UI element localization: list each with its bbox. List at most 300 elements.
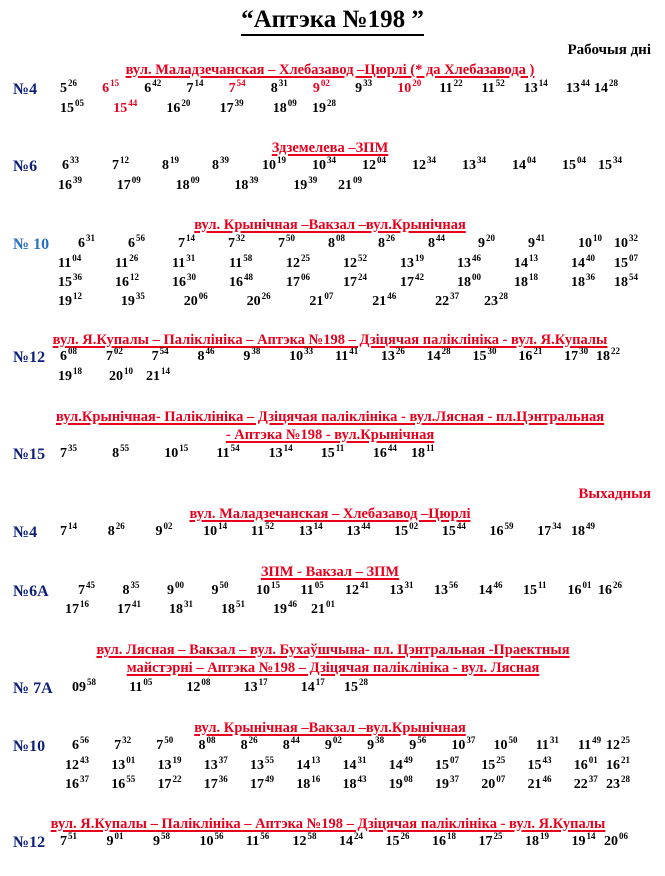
departure-time	[115, 272, 139, 291]
time-hour: 18	[571, 524, 585, 539]
time-hour: 12	[65, 758, 79, 773]
time-minute: 44	[128, 98, 138, 108]
departure-time	[296, 774, 321, 793]
time-hour: 16	[598, 583, 612, 598]
departure-time	[472, 346, 497, 365]
departure-time	[385, 831, 410, 850]
time-hour: 11	[481, 81, 495, 96]
time-minute: 28	[609, 78, 618, 88]
departure-time	[112, 443, 130, 462]
time-hour: 12	[286, 256, 300, 271]
time-minute: 11	[426, 443, 435, 453]
departure-time	[272, 98, 297, 117]
time-hour: 21	[372, 294, 387, 309]
route-line: - Аптэка №198 - вул.Крынічная	[225, 427, 435, 443]
time-minute: 37	[218, 755, 228, 765]
time-minute: 46	[387, 291, 397, 301]
time-minute: 34	[613, 155, 622, 165]
time-hour: 9	[355, 81, 363, 96]
departure-time	[278, 233, 295, 252]
time-minute: 16	[311, 774, 321, 784]
time-minute: 41	[132, 599, 141, 609]
departure-time	[426, 346, 451, 365]
departure-time	[60, 831, 77, 850]
time-hour: 17	[537, 524, 552, 539]
time-minute: 26	[395, 346, 405, 356]
departure-time	[328, 233, 345, 252]
time-minute: 49	[403, 755, 413, 765]
time-hour: 9	[243, 349, 251, 364]
time-minute: 50	[508, 735, 518, 745]
time-hour: 12	[345, 583, 359, 598]
departure-time	[527, 774, 552, 793]
time-hour: 18	[411, 446, 425, 461]
time-hour: 8	[122, 583, 130, 598]
departure-time	[246, 291, 271, 310]
time-hour: 11	[535, 738, 549, 753]
page-title	[0, 6, 665, 34]
time-hour: 16	[166, 101, 181, 116]
time-minute: 37	[450, 774, 459, 784]
time-minute: 56	[80, 735, 89, 745]
departure-time	[58, 366, 82, 385]
time-minute: 01	[114, 831, 124, 841]
time-minute: 12	[120, 155, 129, 165]
time-hour: 11	[335, 349, 349, 364]
time-hour: 6	[128, 236, 135, 251]
departure-time	[296, 755, 321, 774]
weekend-label: Выхадныя	[578, 486, 651, 502]
time-hour: 10	[289, 349, 304, 364]
time-row	[0, 443, 665, 466]
departure-time	[72, 677, 96, 696]
departure-time	[228, 233, 245, 252]
time-minute: 26	[129, 253, 139, 263]
time-hour: 10	[451, 738, 466, 753]
time-hour: 20	[246, 294, 261, 309]
time-hour: 8	[107, 524, 115, 539]
time-hour: 13	[400, 256, 414, 271]
time-hour: 16	[432, 834, 446, 849]
time-minute: 17	[258, 677, 268, 687]
time-minute: 28	[621, 774, 630, 784]
time-minute: 25	[493, 831, 503, 841]
departure-time	[571, 272, 595, 291]
route-description	[0, 408, 660, 444]
time-hour: 7	[114, 738, 122, 753]
departure-time	[441, 521, 466, 540]
departure-time	[400, 272, 424, 291]
departure-time	[312, 78, 330, 97]
time-row	[0, 755, 665, 778]
departure-time	[289, 346, 314, 365]
time-hour: 22	[573, 777, 588, 792]
departure-time	[344, 677, 368, 696]
departure-time	[362, 155, 386, 174]
time-minute: 58	[307, 831, 317, 841]
route-description	[0, 331, 660, 349]
time-minute: 08	[403, 774, 413, 784]
departure-time	[528, 233, 545, 252]
time-hour: 18	[296, 777, 311, 792]
time-minute: 18	[73, 366, 82, 376]
time-minute: 32	[236, 233, 245, 243]
time-hour: 14	[478, 583, 493, 598]
time-minute: 30	[487, 346, 497, 356]
time-minute: 10	[593, 233, 602, 243]
departure-time	[164, 443, 189, 462]
time-minute: 04	[577, 155, 586, 165]
time-minute: 28	[441, 346, 451, 356]
time-minute: 48	[244, 272, 253, 282]
departure-time	[573, 774, 598, 793]
time-hour: 11	[229, 256, 243, 271]
departure-time	[106, 831, 124, 850]
departure-time	[183, 291, 208, 310]
departure-time	[58, 175, 82, 194]
departure-time	[598, 155, 622, 174]
time-hour: 10	[397, 81, 412, 96]
departure-time	[343, 253, 367, 272]
departure-time	[571, 831, 596, 850]
time-hour: 15	[60, 101, 74, 116]
departure-time	[343, 272, 367, 291]
route-number: №15	[13, 446, 46, 463]
time-hour: 14	[339, 834, 353, 849]
time-minute: 05	[75, 98, 84, 108]
time-minute: 55	[120, 443, 130, 453]
time-hour: 15	[320, 446, 335, 461]
departure-time	[58, 291, 82, 310]
time-minute: 37	[466, 735, 476, 745]
time-row	[0, 98, 665, 121]
time-hour: 7	[112, 158, 119, 173]
time-hour: 18	[169, 602, 183, 617]
departure-time	[175, 175, 200, 194]
departure-time	[221, 599, 245, 618]
time-hour: 19	[273, 602, 287, 617]
time-row	[0, 155, 665, 178]
departure-time	[481, 774, 506, 793]
departure-time	[120, 291, 145, 310]
departure-time	[203, 774, 228, 793]
departure-time	[598, 580, 622, 599]
route-number: №6	[13, 158, 38, 175]
page-title-text: “Аптэка №198 ”	[241, 6, 424, 36]
time-hour: 7	[228, 81, 236, 96]
time-hour: 20	[604, 834, 618, 849]
time-hour: 17	[478, 834, 493, 849]
time-minute: 36	[73, 272, 82, 282]
time-minute: 42	[415, 272, 424, 282]
time-hour: 7	[186, 81, 194, 96]
time-hour: 8	[197, 349, 205, 364]
departure-time	[493, 735, 518, 754]
time-minute: 19	[277, 155, 286, 165]
time-hour: 17	[157, 777, 172, 792]
departure-time	[457, 272, 481, 291]
time-minute: 07	[324, 291, 334, 301]
time-hour: 20	[183, 294, 198, 309]
departure-time	[335, 346, 359, 365]
departure-time	[292, 831, 317, 850]
departure-time	[211, 580, 229, 599]
time-row	[0, 774, 665, 797]
time-hour: 15	[481, 758, 496, 773]
time-minute: 28	[327, 98, 336, 108]
time-hour: 15	[113, 101, 128, 116]
time-minute: 43	[357, 774, 367, 784]
time-minute: 21	[621, 755, 630, 765]
time-hour: 17	[117, 602, 131, 617]
time-hour: 12	[292, 834, 307, 849]
time-hour: 17	[564, 349, 579, 364]
departure-time	[478, 233, 495, 252]
departure-time	[60, 346, 77, 365]
time-hour: 7	[278, 236, 285, 251]
departure-time	[243, 677, 268, 696]
time-minute: 19	[170, 155, 179, 165]
time-hour: 7	[228, 236, 235, 251]
departure-time	[378, 233, 395, 252]
time-minute: 02	[332, 735, 342, 745]
departure-time	[286, 253, 310, 272]
time-hour: 8	[112, 446, 120, 461]
time-hour: 11	[577, 738, 592, 753]
time-hour: 7	[78, 583, 85, 598]
departure-time	[65, 774, 89, 793]
departure-time	[166, 98, 191, 117]
departure-time	[324, 735, 342, 754]
time-hour: 12	[186, 680, 201, 695]
departure-time	[216, 443, 240, 462]
departure-time	[107, 521, 125, 540]
time-minute: 50	[164, 735, 174, 745]
time-hour: 15	[472, 349, 487, 364]
time-hour: 10	[578, 236, 592, 251]
time-hour: 22	[435, 294, 450, 309]
time-hour: 6	[78, 236, 85, 251]
route-description	[0, 61, 660, 79]
time-hour: 13	[250, 758, 264, 773]
time-hour: 15	[598, 158, 612, 173]
time-minute: 11	[538, 580, 547, 590]
departure-time	[65, 599, 89, 618]
time-row	[0, 831, 665, 854]
time-minute: 43	[542, 755, 552, 765]
time-hour: 6	[102, 81, 110, 96]
time-minute: 37	[450, 291, 460, 301]
time-minute: 13	[311, 755, 321, 765]
time-minute: 40	[586, 253, 595, 263]
time-hour: 11	[172, 256, 186, 271]
time-minute: 30	[187, 272, 196, 282]
time-hour: 14	[388, 758, 403, 773]
departure-time	[388, 755, 413, 774]
weekday-label: Рабочыя дні	[567, 42, 651, 58]
time-minute: 08	[68, 346, 77, 356]
time-minute: 35	[68, 443, 77, 453]
departure-time	[484, 291, 508, 310]
time-minute: 02	[113, 346, 123, 356]
time-minute: 01	[326, 599, 335, 609]
time-minute: 08	[201, 677, 211, 687]
time-hour: 8	[240, 738, 248, 753]
time-hour: 10	[203, 524, 218, 539]
time-hour: 13	[523, 81, 538, 96]
departure-time	[58, 253, 82, 272]
departure-time	[311, 599, 335, 618]
route-number: №4	[13, 524, 38, 541]
departure-time	[606, 774, 630, 793]
time-hour: 19	[312, 101, 326, 116]
departure-time	[428, 233, 445, 252]
departure-time	[250, 521, 275, 540]
departure-time	[514, 253, 538, 272]
departure-time	[312, 98, 336, 117]
time-hour: 9	[409, 738, 417, 753]
time-minute: 13	[529, 253, 538, 263]
route-line: ЗПМ - Вакзал – ЗПМ	[260, 564, 400, 580]
time-minute: 54	[230, 443, 240, 453]
departure-time	[162, 155, 179, 174]
time-minute: 05	[314, 580, 324, 590]
time-minute: 26	[115, 521, 125, 531]
departure-time	[58, 272, 82, 291]
time-minute: 19	[415, 253, 424, 263]
time-minute: 10	[124, 366, 133, 376]
departure-time	[78, 233, 95, 252]
time-hour: 11	[216, 446, 230, 461]
time-minute: 00	[472, 272, 481, 282]
time-hour: 13	[462, 158, 476, 173]
route-description	[0, 719, 660, 737]
time-hour: 15	[394, 524, 409, 539]
time-hour: 16	[606, 758, 620, 773]
time-hour: 10	[493, 738, 508, 753]
time-minute: 54	[236, 78, 246, 88]
time-minute: 33	[304, 346, 314, 356]
time-hour: 15	[344, 680, 358, 695]
time-minute: 42	[152, 78, 162, 88]
departure-time	[434, 580, 458, 599]
time-minute: 07	[496, 774, 506, 784]
departure-time	[197, 346, 215, 365]
departure-time	[300, 677, 325, 696]
time-hour: 18	[175, 178, 190, 193]
time-minute: 20	[486, 233, 495, 243]
departure-time	[111, 774, 136, 793]
time-hour: 9	[478, 236, 485, 251]
time-minute: 26	[68, 78, 77, 88]
departure-time	[229, 272, 253, 291]
time-minute: 25	[621, 735, 630, 745]
time-minute: 14	[186, 233, 195, 243]
departure-time	[435, 291, 460, 310]
time-hour: 19	[435, 777, 449, 792]
time-minute: 56	[136, 233, 145, 243]
departure-time	[565, 78, 590, 97]
departure-time	[606, 735, 630, 754]
route-description	[0, 815, 658, 833]
departure-time	[564, 346, 589, 365]
time-hour: 14	[512, 158, 526, 173]
time-hour: 20	[481, 777, 496, 792]
time-hour: 11	[246, 834, 260, 849]
time-minute: 44	[361, 521, 371, 531]
departure-time	[312, 155, 336, 174]
time-hour: 8	[328, 236, 335, 251]
time-row	[0, 291, 665, 314]
time-hour: 13	[111, 758, 126, 773]
time-hour: 8	[428, 236, 435, 251]
time-hour: 14	[342, 758, 357, 773]
time-hour: 19	[58, 294, 72, 309]
time-minute: 06	[301, 272, 310, 282]
departure-time	[199, 831, 224, 850]
departure-time	[270, 78, 288, 97]
departure-time	[345, 580, 369, 599]
departure-time	[109, 366, 133, 385]
departure-time	[129, 677, 153, 696]
departure-time	[342, 774, 367, 793]
departure-time	[169, 599, 193, 618]
departure-time	[167, 580, 184, 599]
time-hour: 14	[296, 758, 311, 773]
departure-time	[388, 774, 413, 793]
time-minute: 31	[86, 233, 95, 243]
time-minute: 20	[412, 78, 422, 88]
time-minute: 04	[377, 155, 386, 165]
time-minute: 58	[243, 253, 253, 263]
departure-time	[389, 580, 414, 599]
departure-time	[573, 755, 598, 774]
route-number: №4	[13, 81, 38, 98]
time-minute: 38	[251, 346, 261, 356]
departure-time	[219, 98, 244, 117]
departure-time	[246, 831, 270, 850]
time-row	[0, 677, 665, 700]
time-hour: 11	[129, 680, 143, 695]
departure-time	[571, 521, 595, 540]
time-minute: 17	[315, 677, 325, 687]
time-minute: 44	[580, 78, 590, 88]
time-hour: 9	[211, 583, 219, 598]
time-hour: 18	[571, 275, 585, 290]
time-minute: 49	[592, 735, 602, 745]
time-hour: 12	[362, 158, 376, 173]
departure-time	[462, 155, 486, 174]
departure-time	[567, 580, 592, 599]
time-minute: 07	[629, 253, 638, 263]
time-minute: 37	[588, 774, 598, 784]
time-hour: 14	[594, 81, 608, 96]
time-hour: 18	[221, 602, 235, 617]
route-number: №10	[13, 738, 46, 755]
time-hour: 16	[58, 178, 72, 193]
time-hour: 21	[311, 602, 325, 617]
route-description	[0, 505, 660, 523]
time-row	[0, 735, 665, 758]
time-hour: 7	[156, 738, 164, 753]
time-minute: 49	[586, 521, 595, 531]
time-hour: 19	[58, 369, 72, 384]
time-hour: 5	[60, 81, 67, 96]
departure-time	[400, 253, 424, 272]
time-hour: 11	[115, 256, 129, 271]
route-number: №12	[13, 349, 46, 366]
time-minute: 28	[499, 291, 508, 301]
